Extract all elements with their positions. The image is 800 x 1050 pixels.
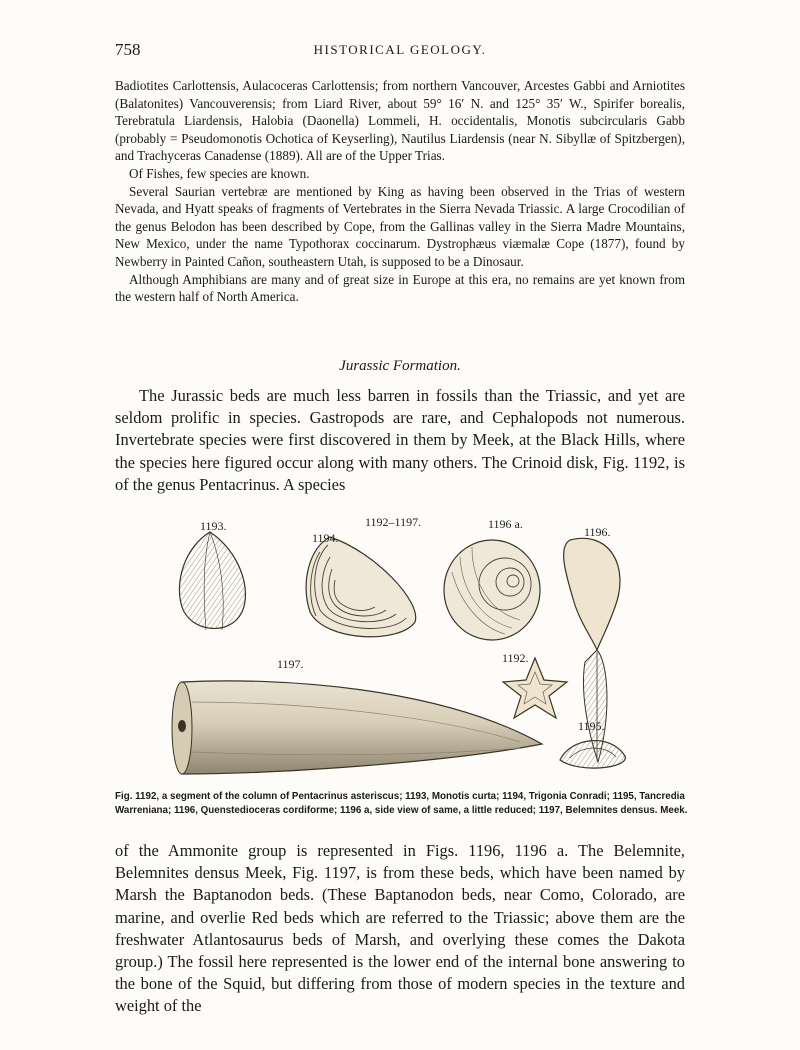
paragraph-amphibians: Although Amphibians are many and of great size in Europe at this era, no remains are yet known from the western half of North America.	[115, 271, 685, 305]
figure-label-range: 1192–1197.	[365, 515, 422, 529]
figure-label-1196: 1196.	[584, 525, 611, 539]
fossil-plate	[160, 512, 640, 784]
section-heading: Jurassic Formation.	[339, 358, 461, 374]
paragraph-jurassic-intro: The Jurassic beds are much less barren in fossils than the Triassic, and yet are seldom prolific in species. Gastropods are rare, and Cephalopods not numerous. Invertebrate species were first discovered in them by Meek, at the Black Hills, where the species here figured occur along with many others. The Crinoid disk, Fig. 1192, is of the genus Pentacrinus. A species	[115, 386, 685, 494]
figure-caption	[115, 790, 690, 818]
figure-label-1194: 1194.	[312, 531, 339, 545]
paragraph-saurians: Several Saurian vertebræ are mentioned by King as having been observed in the Trias of western Nevada, and Hyatt speaks of fragments of Vertebrates in the Sierra Nevada Triassic. A large Crocodilian of the genus Belodon has been described by Cope, from the Gallinas valley in the Sierra Madre Mountains, New Mexico, under the name Typothorax coccinarum. Dystrophæus viæmalæ Cope (1877), found by Newberry in Painted Cañon, southeastern Utah, is supposed to be a Dinosaur.	[115, 183, 685, 269]
page-number: 758	[115, 40, 141, 59]
paragraph-belemnite: of the Ammonite group is represented in Figs. 1196, 1196 a. The Belemnite, Belemnites densus Meek, Fig. 1197, is from these beds, which have been named by Marsh the Baptanodon beds. (These Baptanodon beds, near Como, Colorado, are marine, and overlie Red beds which are referred to the Triassic; above them are the freshwater Atlantosaurus beds of Marsh, and overlying these comes the Dakota group.) The fossil here represented is the lower end of the internal bone answering to the bone of the Squid, but differing from those of modern species in the texture and weight of the	[115, 841, 685, 1016]
figure-label-1196a: 1196 a.	[488, 517, 523, 531]
jurassic-text	[115, 385, 685, 496]
page-header	[115, 40, 685, 62]
fossil-1192-crinoid	[503, 658, 567, 718]
caption-text: Fig. 1192, a segment of the column of Pentacrinus asteriscus; 1193, Monotis curta; 1194, Trigonia Conradi; 1195, Tancredia Warreniana; 1196, Quenstedioceras cordiforme; 1196 a, side view of same, a little reduced; 1197, Belemnites densus. Meek.	[115, 791, 688, 817]
triassic-text	[115, 77, 685, 306]
fossil-1196a-ammonite	[444, 540, 540, 640]
fossil-1195-shell	[560, 741, 625, 769]
figure-label-1193: 1193.	[200, 519, 227, 533]
paragraph-species-list: Badiotites Carlottensis, Aulacoceras Carlottensis; from northern Vancouver, Arcestes Gabbi and Arniotites (Balatonites) Vancouverensis; from Liard River, about 59° 16′ N. and 125° 35′ W., Spirifer borealis, Terebratula Liardensis, Halobia (Daonella) Lommeli, H. occidentalis, Monotis subcircularis Gabb (probably = Pseudomonotis Ochotica of Keyserling), Nautilus Liardensis (near N. Sibyllæ of Spitzbergen), and Trachyceras Canadense (1889). All are of the Upper Trias.	[115, 78, 685, 164]
figure-label-1192: 1192.	[502, 651, 529, 665]
running-head: HISTORICAL GEOLOGY.	[313, 42, 487, 57]
fossil-1197-belemnite	[172, 681, 542, 774]
figure-label-1197: 1197.	[277, 657, 304, 671]
fossil-1193-shell	[179, 532, 245, 630]
fossil-1194-shell	[306, 537, 416, 637]
paragraph-fishes: Of Fishes, few species are known.	[129, 165, 310, 181]
fossil-figure	[160, 512, 640, 784]
belemnite-text	[115, 840, 685, 1018]
figure-label-1195: 1195.	[578, 719, 605, 733]
